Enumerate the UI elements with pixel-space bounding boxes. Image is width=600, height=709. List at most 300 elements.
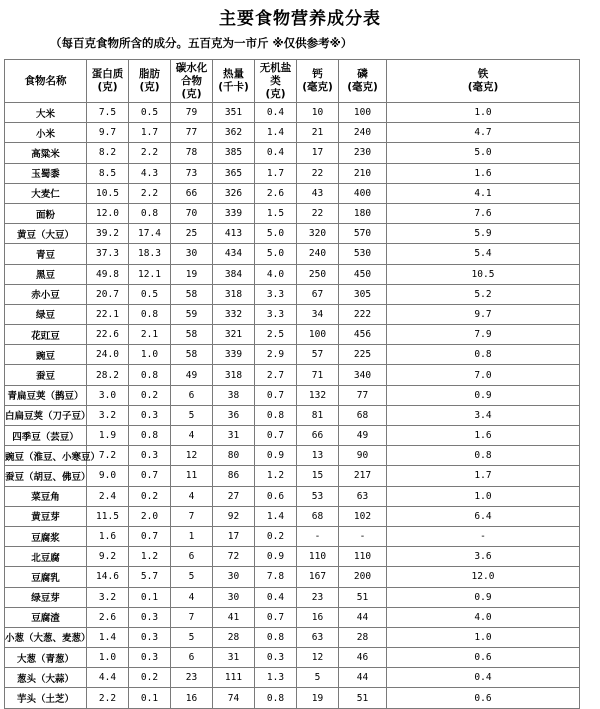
table-row [5, 466, 580, 486]
value-cell: 49 [171, 365, 213, 385]
column-header [339, 60, 387, 103]
value-cell: 0.8 [255, 688, 297, 708]
value-cell: 77 [171, 123, 213, 143]
value-cell: 4.0 [255, 264, 297, 284]
value-cell: 0.3 [129, 627, 171, 647]
table-subtitle: （每百克食物所含的成分。五百克为一市斤 ※仅供参考※） [50, 36, 353, 50]
column-header [87, 60, 129, 103]
value-cell: 530 [339, 244, 387, 264]
table-row [5, 668, 580, 688]
column-header-label: 钙 [312, 68, 323, 80]
food-name-cell: 高粱米 [5, 143, 87, 163]
value-cell: 321 [213, 325, 255, 345]
value-cell: 332 [213, 304, 255, 324]
value-cell: 12.0 [387, 567, 580, 587]
value-cell: 36 [213, 405, 255, 425]
value-cell: 6 [171, 648, 213, 668]
value-cell: 51 [339, 587, 387, 607]
food-name-cell: 小米 [5, 123, 87, 143]
value-cell: 1.2 [255, 466, 297, 486]
value-cell: 66 [297, 426, 339, 446]
value-cell: 39.2 [87, 224, 129, 244]
value-cell: 167 [297, 567, 339, 587]
value-cell: 1.5 [255, 203, 297, 223]
value-cell: 38 [213, 385, 255, 405]
value-cell: 23 [297, 587, 339, 607]
value-cell: 1.0 [129, 345, 171, 365]
food-name-cell: 蚕豆 [5, 365, 87, 385]
table-row [5, 345, 580, 365]
food-name-cell: 花豇豆 [5, 325, 87, 345]
value-cell: 58 [171, 345, 213, 365]
value-cell: 6.4 [387, 506, 580, 526]
value-cell: 1.4 [87, 627, 129, 647]
value-cell: 80 [213, 446, 255, 466]
column-header-label: 碳水化合物 [175, 61, 208, 87]
value-cell: 7.0 [387, 365, 580, 385]
table-row [5, 304, 580, 324]
value-cell: 4 [171, 486, 213, 506]
table-row [5, 587, 580, 607]
value-cell: 19 [297, 688, 339, 708]
column-header [5, 60, 87, 103]
value-cell: 9.7 [87, 123, 129, 143]
value-cell: 413 [213, 224, 255, 244]
value-cell: 5 [171, 405, 213, 425]
value-cell: 4 [171, 426, 213, 446]
column-header-unit: (克) [139, 81, 160, 93]
value-cell: 30 [213, 567, 255, 587]
value-cell: 1.6 [87, 526, 129, 546]
food-name-cell: 豆腐渣 [5, 607, 87, 627]
value-cell: 5.0 [255, 244, 297, 264]
table-body [5, 103, 580, 709]
value-cell: 1.7 [129, 123, 171, 143]
table-row [5, 203, 580, 223]
value-cell: 7.8 [255, 567, 297, 587]
table-row [5, 526, 580, 546]
value-cell: 11.5 [87, 506, 129, 526]
value-cell: 86 [213, 466, 255, 486]
table-row [5, 284, 580, 304]
value-cell: 0.6 [387, 688, 580, 708]
food-name-cell: 白扁豆荚（刀子豆） [5, 405, 87, 425]
value-cell: 222 [339, 304, 387, 324]
value-cell: 3.2 [87, 405, 129, 425]
value-cell: 100 [297, 325, 339, 345]
table-row [5, 264, 580, 284]
value-cell: 78 [171, 143, 213, 163]
value-cell: 340 [339, 365, 387, 385]
value-cell: 240 [297, 244, 339, 264]
value-cell: 5.2 [387, 284, 580, 304]
value-cell: 70 [171, 203, 213, 223]
value-cell: 25 [171, 224, 213, 244]
food-name-cell: 黄豆（大豆） [5, 224, 87, 244]
value-cell: 339 [213, 345, 255, 365]
value-cell: 0.8 [129, 365, 171, 385]
value-cell: 7 [171, 506, 213, 526]
value-cell: 17.4 [129, 224, 171, 244]
value-cell: 41 [213, 607, 255, 627]
value-cell: 570 [339, 224, 387, 244]
value-cell: 1 [171, 526, 213, 546]
value-cell: 318 [213, 284, 255, 304]
value-cell: 28 [213, 627, 255, 647]
value-cell: 2.2 [129, 183, 171, 203]
value-cell: 5 [171, 627, 213, 647]
value-cell: 384 [213, 264, 255, 284]
value-cell: 21 [297, 123, 339, 143]
value-cell: 362 [213, 123, 255, 143]
food-name-cell: 面粉 [5, 203, 87, 223]
value-cell: 68 [297, 506, 339, 526]
value-cell: 9.2 [87, 547, 129, 567]
value-cell: 2.9 [255, 345, 297, 365]
food-name-cell: 绿豆芽 [5, 587, 87, 607]
value-cell: 7.5 [87, 103, 129, 123]
value-cell: 81 [297, 405, 339, 425]
food-name-cell: 小葱（大葱、麦葱） [5, 627, 87, 647]
column-header-label: 无机盐类 [259, 61, 292, 87]
food-name-cell: 豆腐浆 [5, 526, 87, 546]
value-cell: 24.0 [87, 345, 129, 365]
value-cell: 3.0 [87, 385, 129, 405]
value-cell: 225 [339, 345, 387, 365]
value-cell: 7.2 [87, 446, 129, 466]
value-cell: 4.1 [387, 183, 580, 203]
value-cell: 0.9 [255, 547, 297, 567]
value-cell: 0.6 [255, 486, 297, 506]
value-cell: 5 [297, 668, 339, 688]
table-row [5, 446, 580, 466]
value-cell: 0.9 [387, 385, 580, 405]
value-cell: 110 [297, 547, 339, 567]
value-cell: 0.1 [129, 688, 171, 708]
value-cell: 4.3 [129, 163, 171, 183]
value-cell: 2.4 [87, 486, 129, 506]
column-header [255, 60, 297, 103]
table-row [5, 385, 580, 405]
value-cell: 0.7 [129, 526, 171, 546]
value-cell: 0.4 [255, 143, 297, 163]
food-name-cell: 芋头（土芝） [5, 688, 87, 708]
value-cell: 217 [339, 466, 387, 486]
table-row [5, 426, 580, 446]
value-cell: 31 [213, 426, 255, 446]
value-cell: 6 [171, 547, 213, 567]
food-name-cell: 豆腐乳 [5, 567, 87, 587]
value-cell: 2.1 [129, 325, 171, 345]
food-name-cell: 绿豆 [5, 304, 87, 324]
value-cell: 100 [339, 103, 387, 123]
value-cell: 8.2 [87, 143, 129, 163]
value-cell: 30 [171, 244, 213, 264]
value-cell: 22.1 [87, 304, 129, 324]
column-header-unit: (克) [97, 81, 118, 93]
food-name-cell: 大葱（青葱） [5, 648, 87, 668]
value-cell: 102 [339, 506, 387, 526]
value-cell: 23 [171, 668, 213, 688]
column-header-unit: (毫克) [347, 81, 378, 93]
value-cell: 16 [171, 688, 213, 708]
table-row [5, 567, 580, 587]
value-cell: 2.0 [129, 506, 171, 526]
value-cell: 1.3 [255, 668, 297, 688]
food-name-cell: 北豆腐 [5, 547, 87, 567]
table-row [5, 486, 580, 506]
food-name-cell: 四季豆（芸豆） [5, 426, 87, 446]
food-name-cell: 黑豆 [5, 264, 87, 284]
value-cell: 5.9 [387, 224, 580, 244]
nutrition-table [4, 59, 580, 709]
food-name-cell: 葱头（大蒜） [5, 668, 87, 688]
value-cell: 240 [339, 123, 387, 143]
column-header-unit: (千卡) [218, 81, 249, 93]
value-cell: 8.5 [87, 163, 129, 183]
value-cell: 63 [339, 486, 387, 506]
value-cell: 79 [171, 103, 213, 123]
value-cell: 0.4 [255, 587, 297, 607]
value-cell: 4.4 [87, 668, 129, 688]
value-cell: 44 [339, 607, 387, 627]
column-header-label: 脂肪 [139, 68, 160, 80]
value-cell: 51 [339, 688, 387, 708]
value-cell: 0.2 [255, 526, 297, 546]
value-cell: 67 [297, 284, 339, 304]
value-cell: 0.7 [255, 607, 297, 627]
value-cell: 351 [213, 103, 255, 123]
value-cell: 4 [171, 587, 213, 607]
value-cell: 230 [339, 143, 387, 163]
value-cell: 1.6 [387, 163, 580, 183]
food-name-cell: 青豆 [5, 244, 87, 264]
value-cell: 12.0 [87, 203, 129, 223]
table-right-border [579, 59, 580, 634]
value-cell: 0.8 [255, 627, 297, 647]
value-cell: 0.3 [129, 446, 171, 466]
value-cell: 2.7 [255, 365, 297, 385]
value-cell: 30 [213, 587, 255, 607]
value-cell: 22.6 [87, 325, 129, 345]
value-cell: 37.3 [87, 244, 129, 264]
value-cell: 0.4 [387, 668, 580, 688]
value-cell: 22 [297, 163, 339, 183]
table-row [5, 325, 580, 345]
column-header-unit: (克) [265, 87, 286, 100]
value-cell: 13 [297, 446, 339, 466]
value-cell: 10 [297, 103, 339, 123]
value-cell: 250 [297, 264, 339, 284]
value-cell: 19 [171, 264, 213, 284]
column-header [129, 60, 171, 103]
value-cell: 0.5 [129, 284, 171, 304]
value-cell: 0.1 [129, 587, 171, 607]
value-cell: 0.8 [129, 426, 171, 446]
value-cell: 49.8 [87, 264, 129, 284]
value-cell: 385 [213, 143, 255, 163]
value-cell: 5.4 [387, 244, 580, 264]
value-cell: 3.2 [87, 587, 129, 607]
table-row [5, 244, 580, 264]
column-header-label: 食物名称 [24, 74, 67, 87]
value-cell: 0.7 [129, 466, 171, 486]
column-header-label: 蛋白质 [91, 68, 124, 80]
value-cell: 5.0 [387, 143, 580, 163]
food-name-cell: 蚕豆（胡豆、佛豆） [5, 466, 87, 486]
value-cell: 0.8 [129, 203, 171, 223]
column-header-label: 磷 [357, 68, 368, 80]
value-cell: 0.9 [387, 587, 580, 607]
table-row [5, 627, 580, 647]
food-name-cell: 赤小豆 [5, 284, 87, 304]
value-cell: - [339, 526, 387, 546]
value-cell: 0.3 [129, 648, 171, 668]
value-cell: 58 [171, 284, 213, 304]
table-row [5, 163, 580, 183]
value-cell: 73 [171, 163, 213, 183]
table-row [5, 143, 580, 163]
value-cell: 74 [213, 688, 255, 708]
value-cell: 46 [339, 648, 387, 668]
page-title: 主要食物营养成分表 [219, 9, 381, 29]
value-cell: 3.3 [255, 304, 297, 324]
value-cell: 1.7 [387, 466, 580, 486]
value-cell: 1.2 [129, 547, 171, 567]
value-cell: 17 [213, 526, 255, 546]
value-cell: 0.6 [387, 648, 580, 668]
value-cell: 4.7 [387, 123, 580, 143]
value-cell: 1.0 [387, 486, 580, 506]
value-cell: 1.0 [87, 648, 129, 668]
value-cell: 132 [297, 385, 339, 405]
value-cell: 0.4 [255, 103, 297, 123]
food-name-cell: 黄豆芽 [5, 506, 87, 526]
value-cell: 59 [171, 304, 213, 324]
value-cell: 27 [213, 486, 255, 506]
value-cell: 0.7 [255, 385, 297, 405]
value-cell: 7 [171, 607, 213, 627]
value-cell: 5 [171, 567, 213, 587]
value-cell: 6 [171, 385, 213, 405]
value-cell: 450 [339, 264, 387, 284]
value-cell: 2.5 [255, 325, 297, 345]
value-cell: 53 [297, 486, 339, 506]
value-cell: 11 [171, 466, 213, 486]
table-row [5, 183, 580, 203]
value-cell: 1.9 [87, 426, 129, 446]
value-cell: 31 [213, 648, 255, 668]
table-header-row [5, 60, 580, 103]
value-cell: 14.6 [87, 567, 129, 587]
column-header-unit: (毫克) [302, 81, 333, 93]
table-row [5, 607, 580, 627]
value-cell: 72 [213, 547, 255, 567]
value-cell: 2.6 [87, 607, 129, 627]
value-cell: 1.0 [387, 103, 580, 123]
value-cell: 0.8 [387, 446, 580, 466]
value-cell: 57 [297, 345, 339, 365]
value-cell: 34 [297, 304, 339, 324]
table-row [5, 688, 580, 708]
value-cell: 0.2 [129, 385, 171, 405]
column-header [171, 60, 213, 103]
value-cell: 7.9 [387, 325, 580, 345]
food-name-cell: 豌豆 [5, 345, 87, 365]
value-cell: 9.0 [87, 466, 129, 486]
value-cell: 1.0 [387, 627, 580, 647]
food-name-cell: 豌豆（淮豆、小寒豆） [5, 446, 87, 466]
food-name-cell: 菜豆角 [5, 486, 87, 506]
value-cell: 0.8 [129, 304, 171, 324]
table-row [5, 405, 580, 425]
value-cell: 0.2 [129, 486, 171, 506]
value-cell: 10.5 [87, 183, 129, 203]
table-row [5, 123, 580, 143]
value-cell: 0.8 [255, 405, 297, 425]
value-cell: 10.5 [387, 264, 580, 284]
table-row [5, 224, 580, 244]
value-cell: 365 [213, 163, 255, 183]
value-cell: 5.7 [129, 567, 171, 587]
value-cell: 3.6 [387, 547, 580, 567]
value-cell: 0.2 [129, 668, 171, 688]
column-header [387, 60, 580, 103]
food-name-cell: 青扁豆荚（鹊豆） [5, 385, 87, 405]
value-cell: 18.3 [129, 244, 171, 264]
value-cell: 0.3 [255, 648, 297, 668]
value-cell: 28 [339, 627, 387, 647]
value-cell: 2.2 [87, 688, 129, 708]
food-name-cell: 大麦仁 [5, 183, 87, 203]
table-row [5, 103, 580, 123]
value-cell: 434 [213, 244, 255, 264]
value-cell: 5.0 [255, 224, 297, 244]
value-cell: 326 [213, 183, 255, 203]
value-cell: 49 [339, 426, 387, 446]
value-cell: 4.0 [387, 607, 580, 627]
value-cell: 68 [339, 405, 387, 425]
value-cell: 0.7 [255, 426, 297, 446]
value-cell: 15 [297, 466, 339, 486]
value-cell: 3.3 [255, 284, 297, 304]
table-row [5, 547, 580, 567]
table-row [5, 648, 580, 668]
value-cell: 0.3 [129, 405, 171, 425]
value-cell: 92 [213, 506, 255, 526]
value-cell: 12 [297, 648, 339, 668]
value-cell: 7.6 [387, 203, 580, 223]
value-cell: 210 [339, 163, 387, 183]
value-cell: 28.2 [87, 365, 129, 385]
value-cell: 339 [213, 203, 255, 223]
value-cell: - [387, 526, 580, 546]
column-header-unit: (毫克) [467, 81, 499, 93]
value-cell: 9.7 [387, 304, 580, 324]
value-cell: 320 [297, 224, 339, 244]
value-cell: 0.3 [129, 607, 171, 627]
value-cell: 400 [339, 183, 387, 203]
column-header [297, 60, 339, 103]
value-cell: 71 [297, 365, 339, 385]
column-header-label: 热量 [223, 68, 244, 80]
value-cell: 1.4 [255, 506, 297, 526]
column-header [213, 60, 255, 103]
value-cell: 20.7 [87, 284, 129, 304]
value-cell: 1.6 [387, 426, 580, 446]
column-header-label: 铁 [477, 68, 489, 80]
value-cell: 90 [339, 446, 387, 466]
